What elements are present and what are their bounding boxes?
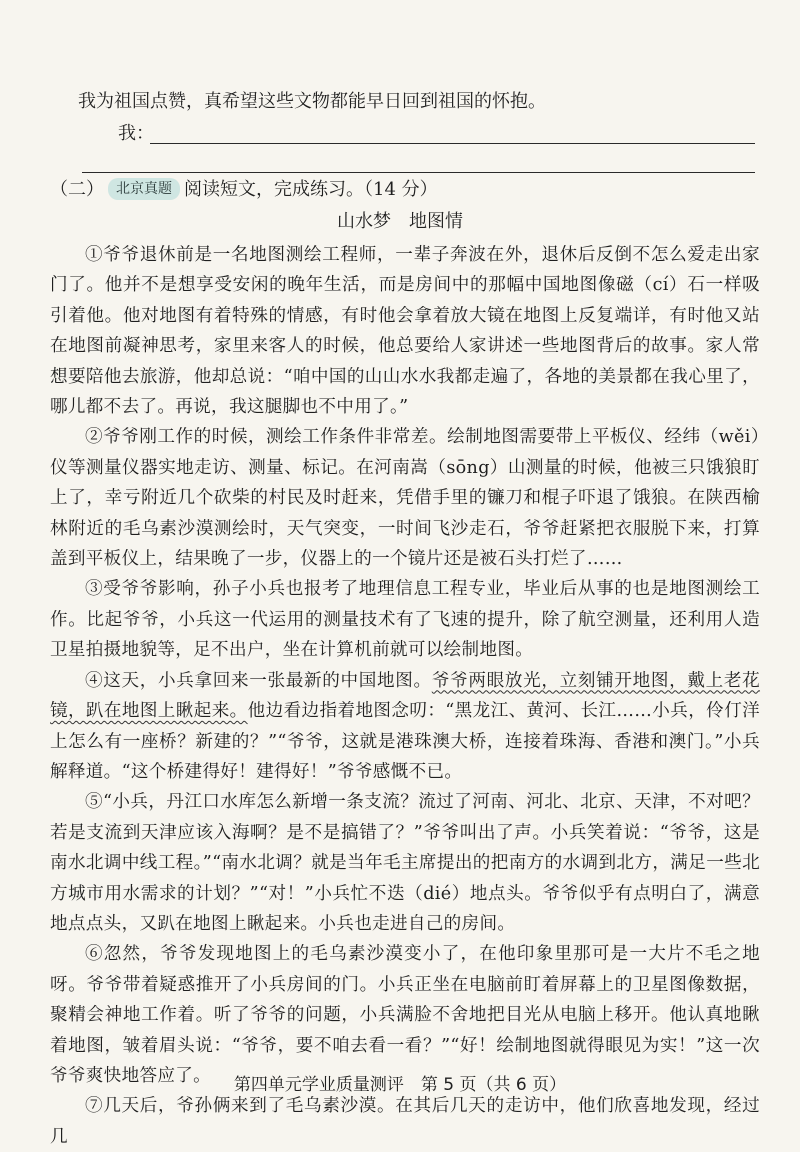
article-body bbox=[50, 240, 760, 1152]
answer-label: 我： bbox=[118, 123, 154, 144]
paragraph-5: ⑤“小兵，丹江口水库怎么新增一条支流？流过了河南、河北、北京、天津，不对吧？若是支流到天津应该入海啊？是不是搞错了？”爷爷叫出了声。小兵笑着说：“爷爷，这是南水北调中线工程。”“南水北调？就是当年毛主席提出的把南方的水调到北方，满足一些北方城市用水需求的计划？”“对！”小兵忙不迭（dié）地点头。爷爷似乎有点明白了，满意地点点头，又趴在地图上瞅起来。小兵也走进自己的房间。 bbox=[50, 792, 760, 934]
paragraph-2: ②爷爷刚工作的时候，测绘工作条件非常差。绘制地图需要带上平板仪、经纬（wěi）仪等测量仪器实地走访、测量、标记。在河南嵩（sōng）山测量的时候，他被三只饿狼盯上了，幸亏附近几个砍柴的村民及时赶来，凭借手里的镰刀和棍子吓退了饿狼。在陕西榆林附近的毛乌素沙漠测绘时，天气突变，一时间飞沙走石，爷爷赶紧把衣服脱下来，打算盖到平板仪上，结果晚了一步，仪器上的一个镜片还是被石头打烂了…… bbox=[50, 427, 760, 570]
wavy-underlined-sentence: 爷爷两眼放光，立刻铺开地图，戴上老花镜，趴在地图上瞅起来。 bbox=[50, 670, 761, 722]
paragraph-7: ⑦几天后，爷孙俩来到了毛乌素沙漠。在其后几天的走访中，他们欣喜地发现，经过几 bbox=[50, 1096, 760, 1147]
paragraph-4-end: 他边看边指着地图念叨：“黑龙江、黄河、长江……小兵，伶仃洋上怎么有一座桥？新建的？”“爷爷，这就是港珠澳大桥，连接着珠海、香港和澳门。”小兵解释道。“这个桥建得好！建得好！”爷爷感慨不已。 bbox=[50, 701, 760, 782]
answer-line-1[interactable] bbox=[150, 143, 755, 144]
paragraph-3: ③受爷爷影响，孙子小兵也报考了地理信息工程专业，毕业后从事的也是地图测绘工作。比起爷爷，小兵这一代运用的测量技术有了飞速的提升，除了航空测量，还利用人造卫星拍摄地貌等，足不出户，坐在计算机前就可以绘制地图。 bbox=[50, 579, 760, 661]
page-footer: 第四单元学业质量测评 第 5 页（共 6 页） bbox=[233, 1075, 567, 1095]
section-instruction: 阅读短文，完成练习。（14 分） bbox=[184, 179, 438, 200]
answer-line-2[interactable] bbox=[82, 172, 755, 173]
praise-sentence: 我为祖国点赞，真希望这些文物都能早日回到祖国的怀抱。 bbox=[78, 91, 546, 112]
section-header bbox=[50, 176, 438, 204]
paragraph-1: ①爷爷退休前是一名地图测绘工程师，一辈子奔波在外，退休后反倒不怎么爱走出家门了。他并不是想享受安闲的晚年生活，而是房间中的那幅中国地图像磁（cí）石一样吸引着他。他对地图有着特殊的情感，有时他会拿着放大镜在地图上反复端详，有时他又站在地图前凝神思考，家里来客人的时候，他总要给人家讲述一些地图背后的故事。家人常想要陪他去旅游，他却总说：“咱中国的山山水水我都走遍了，各地的美景都在我心里了，哪儿都不去了。再说，我这腿脚也不中用了。” bbox=[50, 245, 760, 418]
source-badge: 北京真题 bbox=[108, 178, 180, 200]
paragraph-4-start: ④这天，小兵拿回来一张最新的中国地图。 bbox=[85, 670, 432, 691]
article-title: 山水梦 地图情 bbox=[337, 211, 463, 232]
paragraph-6: ⑥忽然，爷爷发现地图上的毛乌素沙漠变小了，在他印象里那可是一大片不毛之地呀。爷爷带着疑惑推开了小兵房间的门。小兵正坐在电脑前盯着屏幕上的卫星图像数据，聚精会神地工作着。听了爷爷的问题，小兵满脸不舍地把目光从电脑上移开。他认真地瞅着地图，皱着眉头说：“爷爷，要不咱去看一看？”“好！绘制地图就得眼见为实！”这一次爷爷爽快地答应了。 bbox=[50, 944, 760, 1086]
section-number: （二） bbox=[50, 179, 104, 200]
paragraph-4 bbox=[50, 666, 760, 788]
